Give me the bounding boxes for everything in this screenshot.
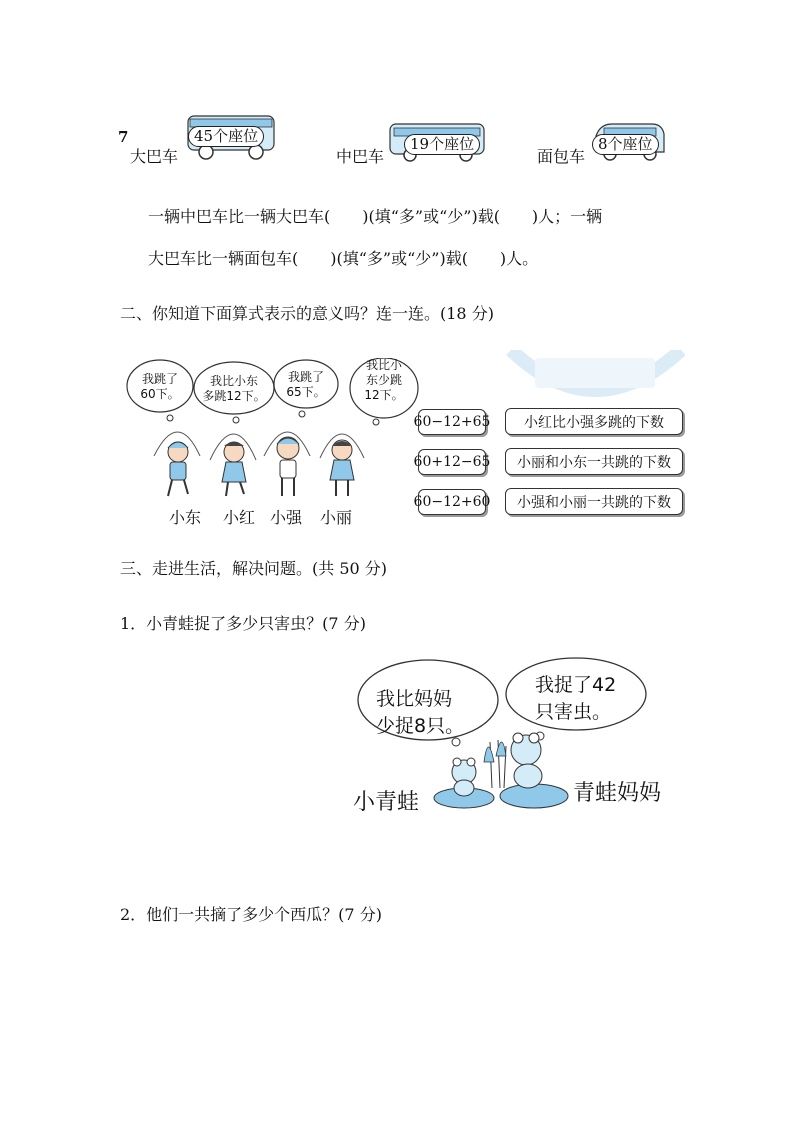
q7-text-line2: 大巴车比一辆面包车( )(填“多”或“少”)载( )人。 [148, 249, 539, 268]
formula-box-1[interactable]: 60−12+65 [418, 409, 486, 435]
kids-jumping-rope [148, 416, 368, 504]
formula-box-3[interactable]: 60−12+60 [418, 489, 486, 515]
mid-bus-label: 中巴车 [336, 147, 385, 166]
bubble-xiaohong: 我比小东 多跳12下。 [202, 374, 266, 403]
kid-name-xiaoqiang: 小强 [270, 508, 303, 527]
section2-title: 二、你知道下面算式表示的意义吗？连一连。(18 分) [120, 304, 494, 323]
q7-text-line1: 一辆中巴车比一辆大巴车( )(填“多”或“少”)载( )人；一辆 [148, 207, 603, 226]
bubble-xiaoqiang: 我跳了 65下。 [286, 370, 326, 399]
big-bus-seats: 45个座位 [188, 126, 264, 147]
frogs-on-lilypads [430, 722, 570, 814]
bubble-xiaoli: 我比小 东少跳 12下。 [364, 358, 404, 402]
label-mom-frog: 青蛙妈妈 [573, 781, 662, 806]
kid-name-xiaohong: 小红 [223, 508, 256, 527]
meaning-box-2[interactable]: 小丽和小东一共跳的下数 [505, 448, 683, 475]
bubble-xiaodong: 我跳了 60下。 [140, 372, 180, 401]
bubble-mom-frog: 我捉了42 只害虫。 [535, 674, 617, 723]
meaning-box-3[interactable]: 小强和小丽一共跳的下数 [505, 488, 683, 515]
formula-box-2[interactable]: 60+12−65 [418, 449, 486, 475]
big-bus-label: 大巴车 [130, 147, 179, 166]
label-small-frog: 小青蛙 [353, 790, 420, 815]
q1-title: 1．小青蛙捉了多少只害虫？(7 分) [120, 614, 366, 633]
van-seats: 8个座位 [592, 134, 659, 155]
mid-bus-seats: 19个座位 [404, 134, 480, 155]
van-label: 面包车 [537, 147, 586, 166]
bubble-small-frog: 我比妈妈 少捉8只。 [376, 688, 465, 737]
q2-title: 2．他们一共摘了多少个西瓜？(7 分) [120, 905, 382, 924]
question-number: 7 [118, 128, 129, 146]
kid-name-xiaodong: 小东 [169, 508, 202, 527]
kid-name-xiaoli: 小丽 [320, 508, 353, 527]
section3-title: 三、走进生活，解决问题。(共 50 分) [120, 559, 388, 578]
meaning-box-1[interactable]: 小红比小强多跳的下数 [505, 408, 683, 435]
